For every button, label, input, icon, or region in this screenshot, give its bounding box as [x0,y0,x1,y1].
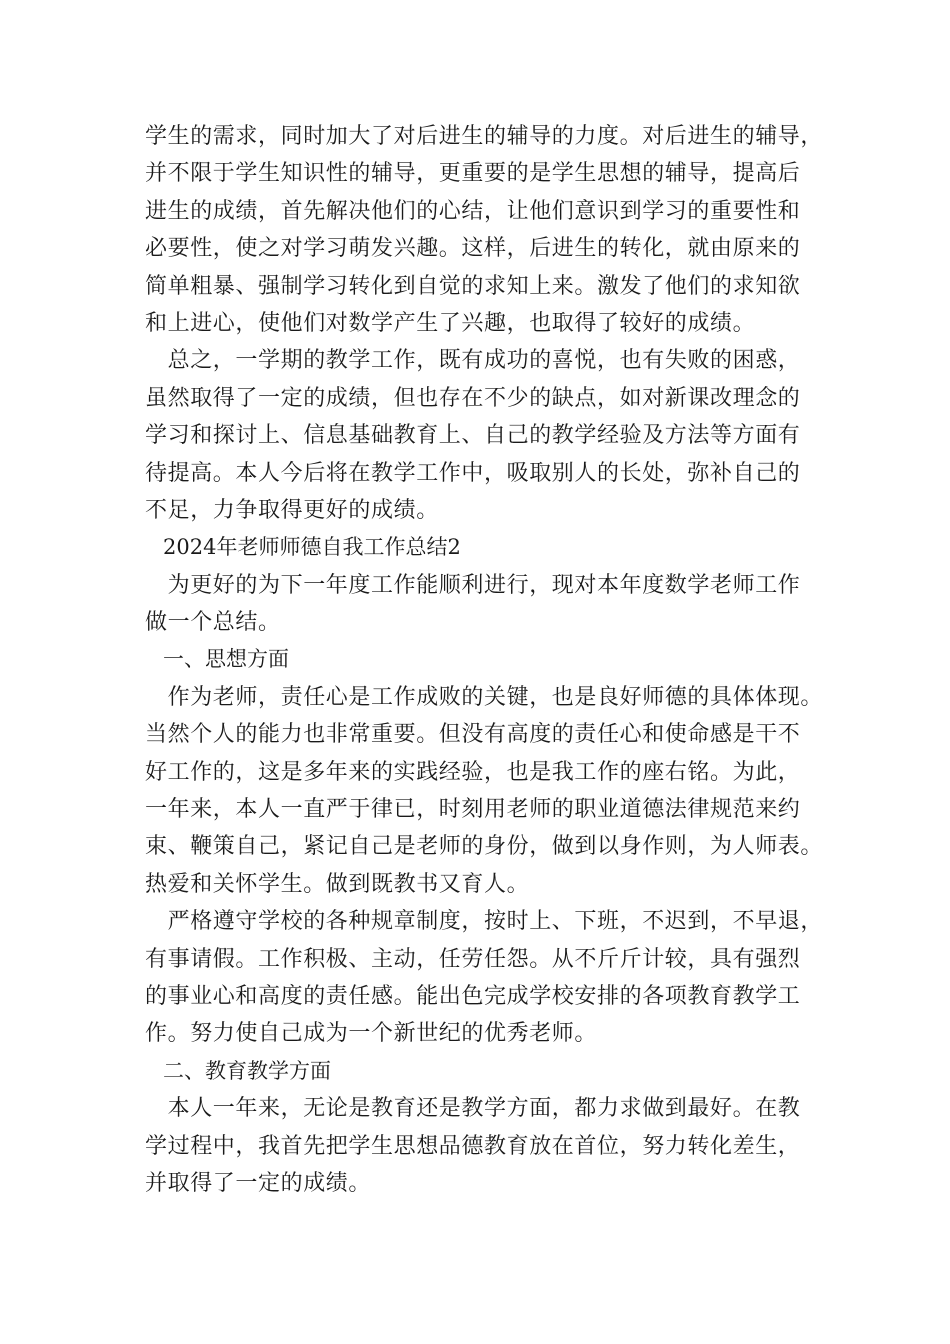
text-line: 并不限于学生知识性的辅导，更重要的是学生思想的辅导，提高后 [145,161,801,187]
text-line: 学生的需求，同时加大了对后进生的辅导的力度。对后进生的辅导， [145,124,824,149]
text-line: 待提高。本人今后将在教学工作中，吸取别人的长处，弥补自己的 [145,460,801,486]
text-line: 严格遵守学校的各种规章制度，按时上、下班，不迟到，不早退， [145,909,824,935]
text-line: 简单粗暴、强制学习转化到自觉的求知上来。激发了他们的求知欲 [145,273,801,299]
text-line: 当然个人的能力也非常重要。但没有高度的责任心和使命感是干不 [145,722,801,748]
text-line: 学过程中，我首先把学生思想品德教育放在首位，努力转化差生， [145,1133,801,1159]
text-line: 并取得了一定的成绩。 [145,1170,372,1196]
text-line: 束、鞭策自己，紧记自己是老师的身份，做到以身作则，为人师表。 [145,834,824,860]
text-line: 做一个总结。 [145,610,281,636]
text-line: 好工作的，这是多年来的实践经验，也是我工作的座右铭。为此， [145,759,801,785]
text-line: 一年来，本人一直严于律已，时刻用老师的职业道德法律规范来约 [145,797,801,823]
text-line: 作。努力使自己成为一个新世纪的优秀老师。 [145,1021,598,1047]
text-line: 不足，力争取得更好的成绩。 [145,497,439,523]
section-heading: 一、思想方面 [163,647,289,672]
text-line: 学习和探讨上、信息基础教育上、自己的教学经验及方法等方面有 [145,423,801,449]
section-title: 2024年老师师德自我工作总结2 [163,535,461,560]
text-line: 必要性，使之对学习萌发兴趣。这样，后进生的转化，就由原来的 [145,236,801,262]
text-line: 热爱和关怀学生。做到既教书又育人。 [145,871,530,897]
text-line: 虽然取得了一定的成绩，但也存在不少的缺点，如对新课改理念的 [145,385,801,411]
text-line: 总之，一学期的教学工作，既有成功的喜悦，也有失败的困惑， [145,348,801,374]
section-heading: 二、教育教学方面 [163,1058,331,1083]
text-line: 作为老师，责任心是工作成败的关键，也是良好师德的具体体现。 [145,684,824,710]
text-line: 进生的成绩，首先解决他们的心结，让他们意识到学习的重要性和 [145,198,801,224]
document-body [145,118,830,1202]
text-line: 有事请假。工作积极、主动，任劳任怨。从不斤斤计较，具有强烈 [145,946,801,972]
text-line: 和上进心，使他们对数学产生了兴趣，也取得了较好的成绩。 [145,310,756,336]
text-line: 为更好的为下一年度工作能顺利进行，现对本年度数学老师工作 [145,572,801,598]
text-line: 本人一年来，无论是教育还是教学方面，都力求做到最好。在教 [145,1096,801,1122]
text-line: 的事业心和高度的责任感。能出色完成学校安排的各项教育教学工 [145,983,801,1009]
